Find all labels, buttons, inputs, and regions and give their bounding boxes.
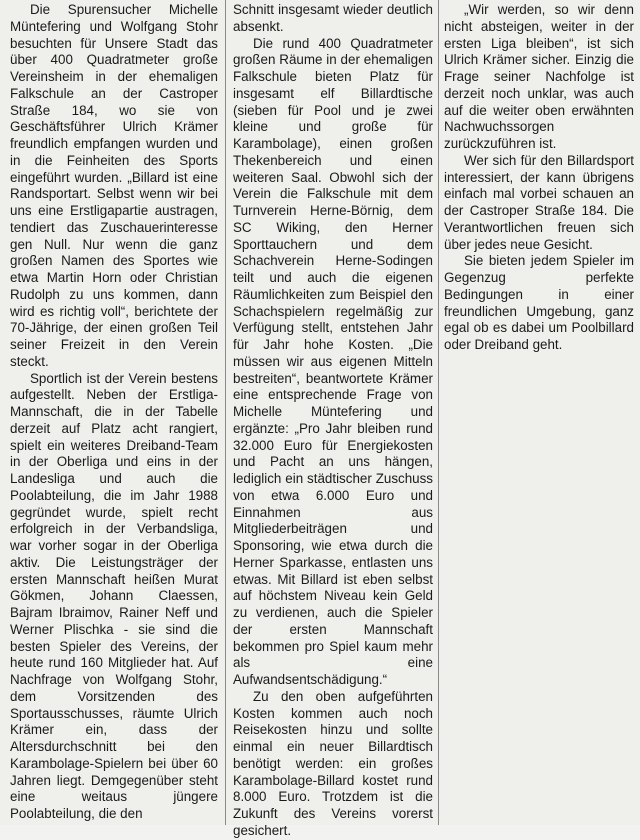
- paragraph: Die rund 400 Quadratmeter großen Räume in der ehemaligen Falkschule bieten Platz für insgesamt elf Billardtische (sieben für Pool und je zwei kleine und große für Karambolage), einen großen Thekenbereich und einen weiteren Saal. Obwohl sich der Verein die Falkschule mit dem Turnverein Herne-Börnig, dem SC Wiking, den Herner Sporttauchern und dem Schachverein Herne-Sodingen teilt und auch die eigenen Räumlichkeiten zum Beispiel den Schachspielern regelmäßig zur Verfügung stellt, entstehen Jahr für Jahr hohe Kosten. „Die müssen wir aus eigenen Mitteln bestreiten“, beantwortete Krämer eine entsprechende Frage von Michelle Müntefering und ergänzte: „Pro Jahr bleiben rund 32.000 Euro für Energiekosten und Pacht an uns hängen, lediglich ein städtischer Zuschuss von etwa 6.000 Euro und Einnahmen aus Mitgliederbeiträgen und Sponsoring, wie etwa durch die Herner Sparkasse, entlasten uns etwas. Mit Billard ist eben selbst auf höchstem Niveau kein Geld zu verdienen, auch die Spieler der ersten Mannschaft bekommen pro Spiel kaum mehr als eine Aufwandsentschädigung.“: [233, 35, 433, 687]
- paragraph: „Wir werden, so wir denn nicht absteigen, weiter in der ersten Liga bleiben“, ist sich Ulrich Krämer sicher. Einzig die Frage seiner Nachfolge ist derzeit noch unklar, was auch auf die weiter oben erwähnten Nachwuchssorgen zurückzuführen ist.: [444, 2, 634, 151]
- article-column-2: [233, 2, 433, 840]
- article-column-1: [10, 2, 218, 823]
- paragraph: Schnitt insgesamt wieder deutlich absenkt.: [233, 2, 433, 34]
- column-divider: [438, 0, 439, 825]
- paragraph: Wer sich für den Billardsport interessiert, der kann übrigens einfach mal vorbei schauen an der Castroper Straße 184. Die Verantwortlichen freuen sich über jedes neue Gesicht.: [444, 152, 634, 252]
- paragraph: Die Spurensucher Michelle Müntefering und Wolfgang Stohr besuchten für Unsere Stadt das über 400 Quadratmeter große Vereinsheim in der ehemaligen Falkschule an der Castroper Straße 184, wo sie von Geschäftsführer Ulrich Krämer freundlich empfangen wurden und in die Feinheiten des Sports eingeführt wurden. „Billard ist eine Randsportart. Selbst wenn wir bei uns eine Erstligapartie austragen, tendiert das Zuschauerinteresse gen Null. Nur wenn die ganz großen Namen des Sportes wie etwa Martin Horn oder Christian Rudolph zu uns kommen, dann wird es richtig voll“, berichtete der 70-Jährige, der einen großen Teil seiner Freizeit in den Verein steckt.: [10, 2, 218, 369]
- column-divider: [225, 0, 226, 825]
- paragraph: Sie bieten jedem Spieler im Gegenzug perfekte Bedingungen in einer freundlichen Umgebung, ganz egal ob es dabei um Poolbillard oder Dreiband geht.: [444, 253, 634, 352]
- paragraph: Sportlich ist der Verein bestens aufgestellt. Neben der Erstliga-Mannschaft, die in der Tabelle derzeit auf Platz acht rangiert, spielt ein weiteres Dreiband-Team in der Oberliga und eins in der Landesliga und auch die Poolabteilung, die im Jahr 1988 gegründet wurde, spielt recht erfolgreich in der Verbandsliga, war vorher sogar in der Oberliga aktiv. Die Leistungsträger der ersten Mannschaft heißen Murat Gökmen, Johann Claessen, Bajram Ibraimov, Rainer Neff und Werner Plischka - sie sind die besten Spieler des Vereins, der heute rund 160 Mitglieder hat. Auf Nachfrage von Wolfgang Stohr, dem Vorsitzenden des Sportausschusses, räumte Ulrich Krämer ein, dass der Altersdurchschnitt bei den Karambolage-Spielern bei über 60 Jahren liegt. Demgegenüber steht eine weitaus jüngere Poolabteilung, die den: [10, 370, 218, 821]
- paragraph: Zu den oben aufgeführten Kosten kommen auch noch Reisekosten hinzu und sollte einmal ein neuer Billardtisch benötigt werden: ein großes Karambolage-Billard kostet rund 8.000 Euro. Trotzdem ist die Zukunft des Vereins vorerst gesichert.: [233, 688, 433, 838]
- article-column-3: [444, 2, 634, 354]
